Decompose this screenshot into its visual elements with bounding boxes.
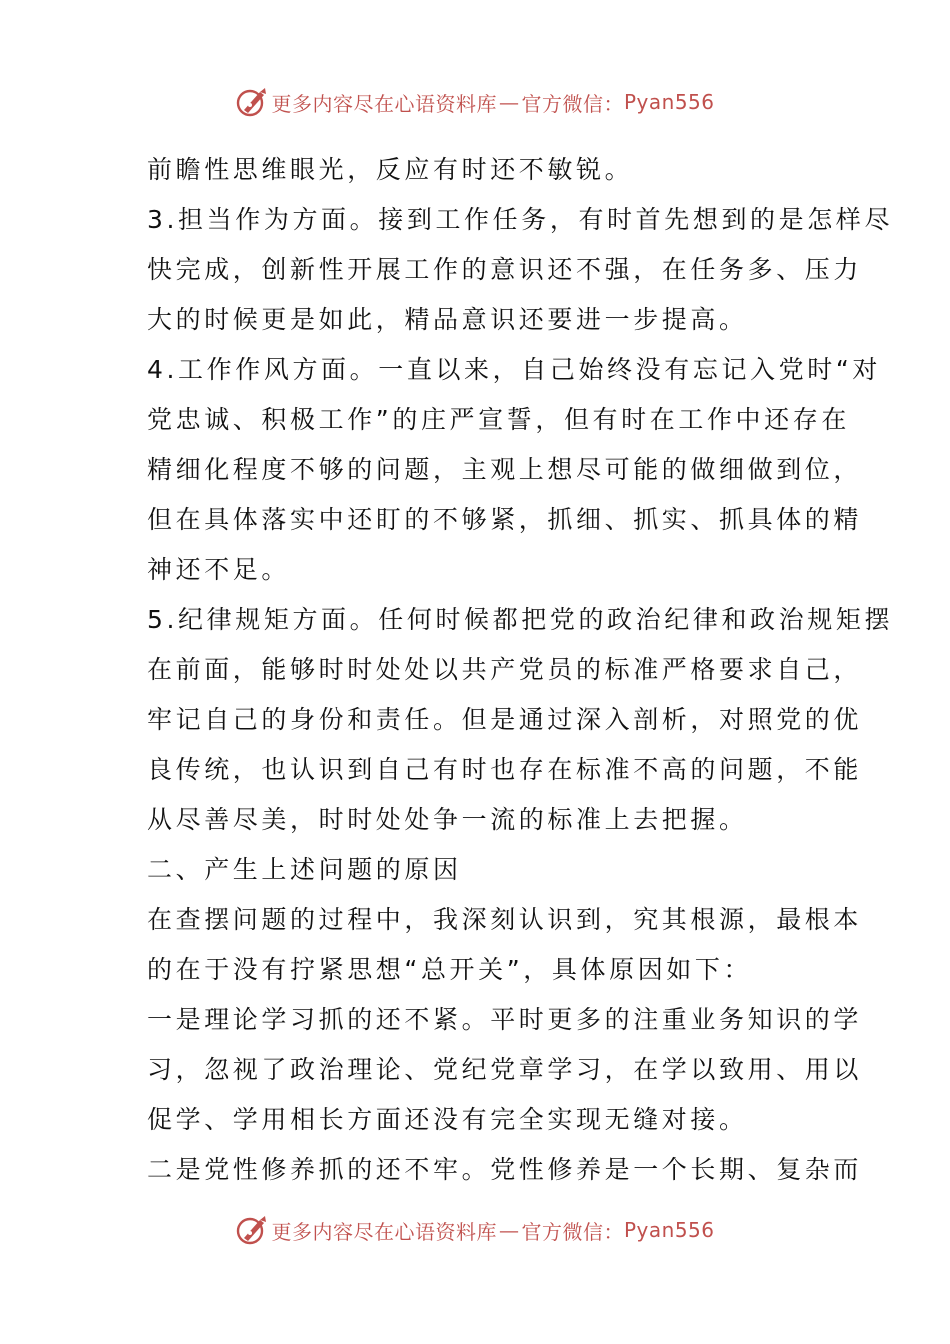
body-line: 的在于没有拧紧思想“总开关”，具体原因如下： xyxy=(147,955,753,984)
banner-separator: — xyxy=(498,90,520,114)
banner-wechat-id: Pyan556 xyxy=(623,90,715,114)
body-line: 二是党性修养抓的还不牢。党性修养是一个长期、复杂而 xyxy=(147,1155,863,1184)
banner-official-label: 官方微信： xyxy=(521,91,624,116)
body-line: 快完成，创新性开展工作的意识还不强，在任务多、压力 xyxy=(147,255,863,284)
section-heading: 二、产生上述问题的原因 xyxy=(147,855,462,884)
body-line: 良传统，也认识到自己有时也存在标准不高的问题，不能 xyxy=(147,755,863,784)
header-banner xyxy=(0,82,950,122)
banner-separator: — xyxy=(498,1218,520,1242)
body-line: 在前面，能够时时处处以共产党员的标准严格要求自己， xyxy=(147,655,863,684)
body-line: 神还不足。 xyxy=(147,555,291,584)
pen-nib-icon xyxy=(235,1213,269,1247)
body-line: 前瞻性思维眼光，反应有时还不敏锐。 xyxy=(147,155,634,184)
body-line: 但在具体落实中还盯的不够紧，抓细、抓实、抓具体的精 xyxy=(147,505,863,534)
banner-wechat-id: Pyan556 xyxy=(623,1218,715,1242)
banner-official-label: 官方微信： xyxy=(521,1219,624,1244)
pen-nib-icon xyxy=(235,85,269,119)
banner-brand-text: 更多内容尽在心语资料库 xyxy=(271,91,497,116)
body-line: 习，忽视了政治理论、党纪党章学习，在学以致用、用以 xyxy=(147,1055,863,1084)
body-line: 在查摆问题的过程中，我深刻认识到，究其根源，最根本 xyxy=(147,905,863,934)
body-line: 党忠诚、积极工作”的庄严宣誓，但有时在工作中还存在 xyxy=(147,405,850,434)
banner-brand-text: 更多内容尽在心语资料库 xyxy=(271,1219,497,1244)
body-line: 4.工作作风方面。一直以来，自己始终没有忘记入党时“对 xyxy=(147,355,882,384)
body-line: 促学、学用相长方面还没有完全实现无缝对接。 xyxy=(147,1105,748,1134)
body-line: 5.纪律规矩方面。任何时候都把党的政治纪律和政治规矩摆 xyxy=(147,605,894,634)
body-line: 精细化程度不够的问题，主观上想尽可能的做细做到位， xyxy=(147,455,863,484)
footer-banner xyxy=(0,1210,950,1250)
body-line: 大的时候更是如此，精品意识还要进一步提高。 xyxy=(147,305,748,334)
body-line: 一是理论学习抓的还不紧。平时更多的注重业务知识的学 xyxy=(147,1005,863,1034)
body-line: 从尽善尽美，时时处处争一流的标准上去把握。 xyxy=(147,805,748,834)
body-line: 牢记自己的身份和责任。但是通过深入剖析，对照党的优 xyxy=(147,705,863,734)
body-line: 3.担当作为方面。接到工作任务，有时首先想到的是怎样尽 xyxy=(147,205,894,234)
document-body xyxy=(147,145,894,1195)
